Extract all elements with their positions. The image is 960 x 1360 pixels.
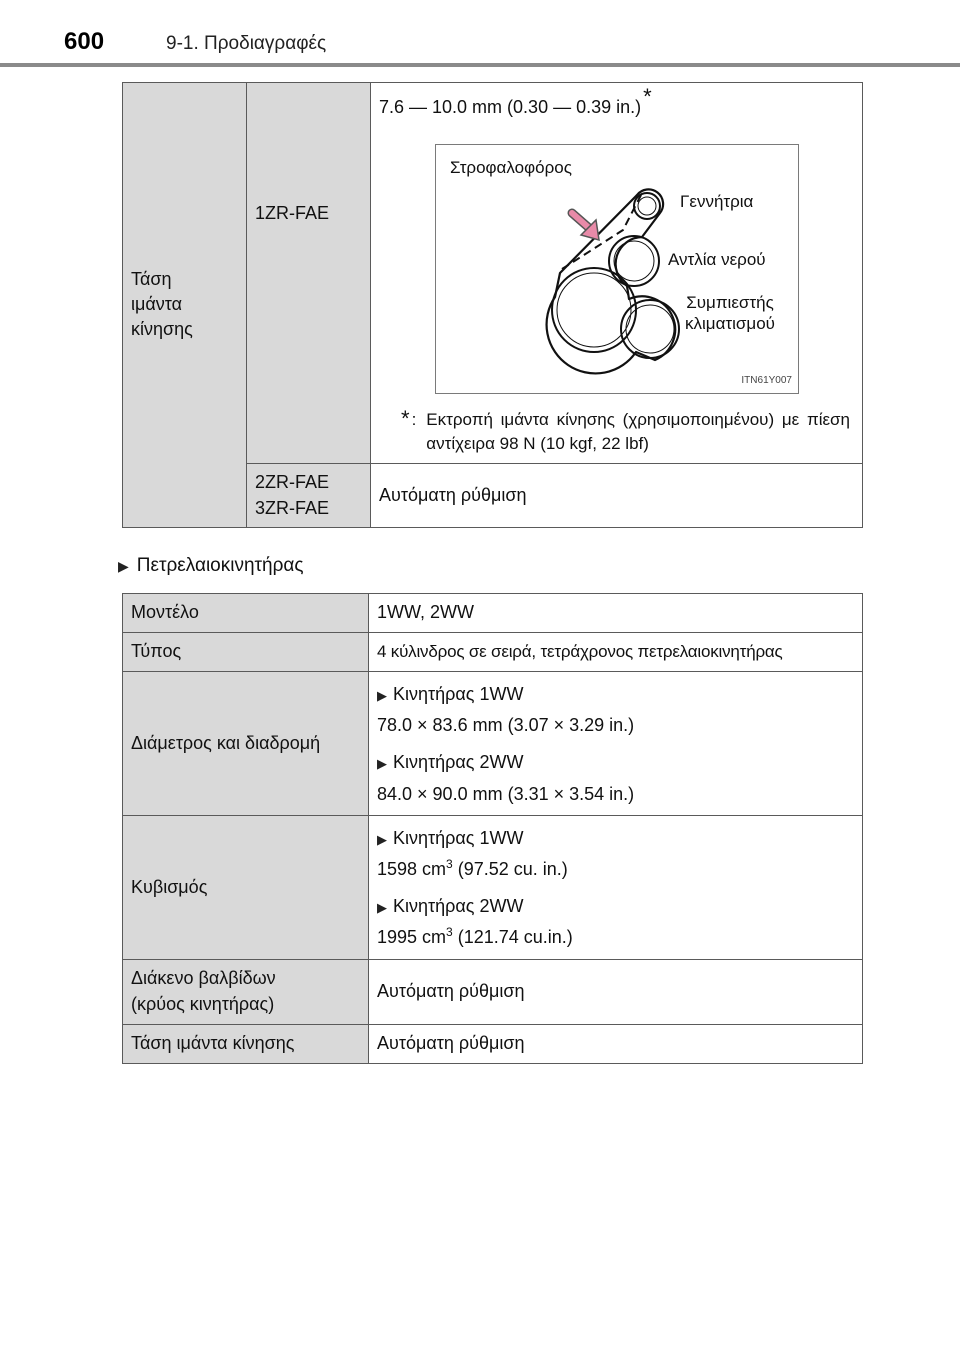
type-value: 4 κύλινδρος σε σειρά, τετράχρονος πετρελαιοκινητήρας xyxy=(369,633,863,672)
footnote-asterisk: * xyxy=(401,405,410,431)
engine-2ww-subheading xyxy=(377,750,854,775)
table-row xyxy=(123,83,863,464)
crankshaft-label: Στροφαλοφόρος xyxy=(450,157,572,177)
belt-diagram xyxy=(435,144,799,394)
triangle-right-icon: ▶ xyxy=(377,756,387,772)
engine-code-2zr-3zr: 2ZR-FAE 3ZR-FAE xyxy=(247,464,371,527)
table-row xyxy=(123,633,863,672)
table-row xyxy=(123,815,863,959)
asterisk-mark: * xyxy=(643,84,652,109)
drive-belt-tension-table xyxy=(122,82,863,528)
superscript: 3 xyxy=(446,925,453,940)
table-row xyxy=(123,672,863,816)
pink-arrow-icon xyxy=(572,213,599,240)
displacement-value-cell xyxy=(369,815,863,959)
engine-1ww-subheading xyxy=(377,682,854,707)
belt-tension-value: Αυτόματη ρύθμιση xyxy=(369,1024,863,1063)
belt-tension-label: Τάση ιμάντα κίνησης xyxy=(123,83,247,528)
image-code: ITN61Y007 xyxy=(741,374,792,386)
footnote-text: Εκτροπή ιμάντα κίνησης (χρησιμοποιημένου) με πίεση αντίχειρα 98 N (10 kgf, 22 lbf) xyxy=(426,409,850,453)
table-row xyxy=(123,1024,863,1063)
page-number: 600 xyxy=(64,28,105,55)
bore-stroke-label: Διάμετρος και διαδρομή xyxy=(123,672,369,816)
type-label: Τύπος xyxy=(123,633,369,672)
header-divider xyxy=(0,63,960,67)
ac-compressor-label: Συμπιεστής κλιματισμού xyxy=(685,292,775,334)
bore-2ww-value: 84.0 × 90.0 mm (3.31 × 3.54 in.) xyxy=(377,783,635,804)
displacement-number: 1598 cm xyxy=(377,858,447,879)
footnote-colon: : xyxy=(411,409,417,429)
triangle-right-icon: ▶ xyxy=(377,688,387,703)
triangle-right-icon: ▶ xyxy=(377,900,387,916)
belt-tension-2zr-value: Αυτόματη ρύθμιση xyxy=(371,464,863,527)
water-pump-label: Αντλία νερού xyxy=(668,249,766,269)
drive-belt xyxy=(547,189,676,373)
footnote xyxy=(401,405,850,456)
table-row xyxy=(123,594,863,633)
valve-clearance-label: Διάκενο βαλβίδων (κρύος κινητήρας) xyxy=(123,959,369,1024)
engine-1ww-subheading xyxy=(377,826,854,851)
diesel-heading xyxy=(118,555,304,577)
subheading-text: Κινητήρας 1WW xyxy=(393,827,524,848)
engine-code-1zr: 1ZR-FAE xyxy=(247,83,371,464)
deflection-text: 7.6 — 10.0 mm (0.30 — 0.39 in.) xyxy=(379,97,642,117)
bore-1ww-value: 78.0 × 83.6 mm (3.07 × 3.29 in.) xyxy=(377,715,635,736)
model-value: 1WW, 2WW xyxy=(369,594,863,633)
belt-tension-1zr-cell xyxy=(371,83,863,464)
table-row xyxy=(123,959,863,1024)
displacement-2ww-value xyxy=(377,925,854,950)
engine-2ww-subheading xyxy=(377,894,854,919)
triangle-right-icon: ▶ xyxy=(118,557,129,574)
subheading-text: Κινητήρας 2WW xyxy=(393,896,524,917)
page-header xyxy=(0,0,960,70)
belt-tension-label: Τάση ιμάντα κίνησης xyxy=(123,1024,369,1063)
subheading-text: Κινητήρας 1WW xyxy=(393,684,524,704)
subheading-text: Κινητήρας 2WW xyxy=(393,752,524,773)
diesel-spec-table xyxy=(122,593,863,1064)
displacement-1ww-value xyxy=(377,857,854,882)
alternator-label: Γεννήτρια xyxy=(680,191,754,211)
deflection-value xyxy=(379,84,854,122)
valve-clearance-value: Αυτόματη ρύθμιση xyxy=(369,959,863,1024)
superscript: 3 xyxy=(446,856,453,871)
displacement-imperial: (121.74 cu.in.) xyxy=(452,927,573,948)
triangle-right-icon: ▶ xyxy=(377,831,387,847)
displacement-number: 1995 cm xyxy=(377,927,447,948)
ac-compressor-pulley xyxy=(621,300,679,358)
model-label: Μοντέλο xyxy=(123,594,369,633)
displacement-imperial: (97.52 cu. in.) xyxy=(452,858,568,879)
displacement-label: Κυβισμός xyxy=(123,815,369,959)
diesel-heading-text: Πετρελαιοκινητήρας xyxy=(136,555,304,576)
section-title: 9-1. Προδιαγραφές xyxy=(166,33,327,54)
bore-stroke-value-cell xyxy=(369,672,863,816)
